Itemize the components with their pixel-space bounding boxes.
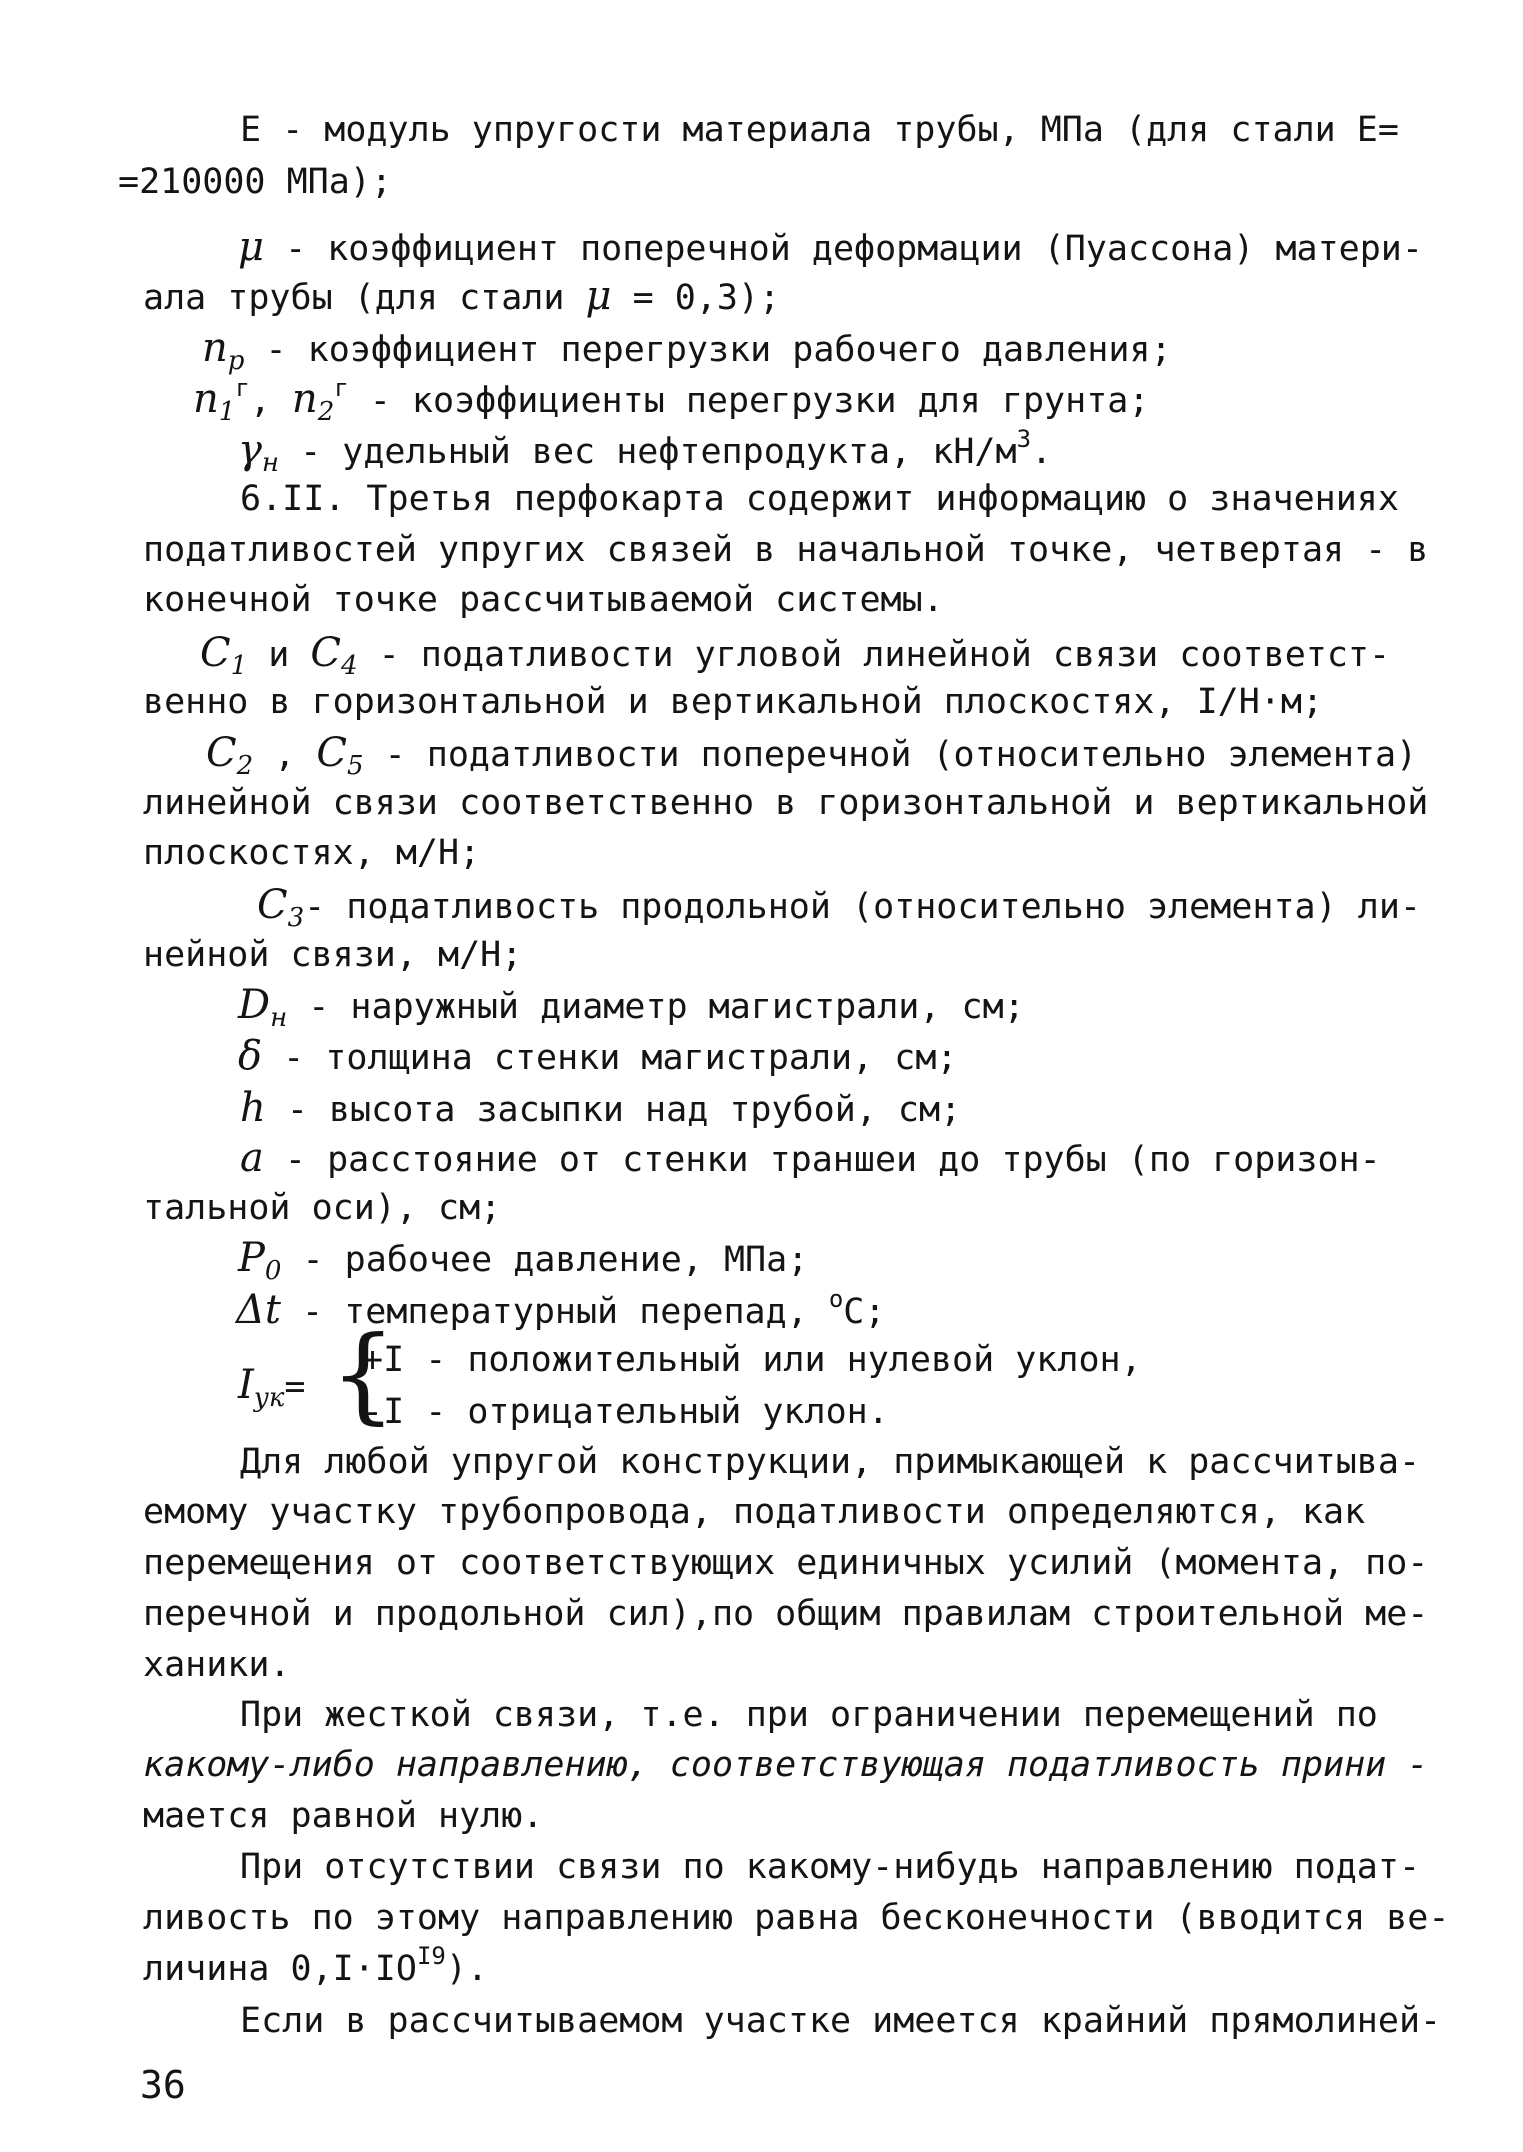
definition-text: - рабочее давление, МПа; [281,1240,809,1280]
c3-symbol: C [257,882,288,928]
mu-symbol: μ [585,273,612,319]
subscript: 2 [317,397,335,427]
definition-text: - температурный перепад, [280,1292,829,1332]
definition-text: и [247,635,311,675]
curly-brace: { [330,1313,397,1435]
c5-symbol: C [316,730,347,776]
subscript: н [261,448,280,478]
definition-text: личина 0,I·IO [143,1949,417,1989]
subscript: 3 [287,903,305,933]
text-line [240,1133,1381,1183]
definition-text: - наружный диаметр магистрали, см; [287,987,1025,1027]
definition-text: = 0,3); [611,278,781,318]
definition-text: - податливости поперечной (относительно элемента) [363,735,1418,775]
separator: , [249,381,292,421]
text-line [238,425,1053,478]
text-line: тальной оси), см; [143,1188,502,1228]
superscript: I9 [416,1942,446,1970]
text-line: ливость по этому направлению равна бесконечности (вводится ве- [143,1898,1450,1938]
subscript: 1 [230,651,248,681]
text-line: венно в горизонтальной и вертикальной плоскостях, I/Н·м; [143,682,1324,722]
h-symbol: h [240,1085,266,1131]
definition-text: ала трубы (для стали [143,278,586,318]
definition-text: - коэффициенты перегрузки для грунта; [348,381,1150,421]
definition-text: - высота засыпки над трубой, см; [265,1090,962,1130]
text-line: перечной и продольной сил),по общим правилам строительной ме- [143,1594,1429,1634]
separator: , [253,735,317,775]
text-line [206,728,1418,781]
superscript: г [235,374,250,402]
definition-text: - коэффициент перегрузки рабочего давления; [244,330,1172,370]
text-line: Если в рассчитываемом участке имеется крайний прямолиней- [240,2001,1442,2041]
definition-text: ). [445,1949,488,1989]
n1-symbol: n [193,376,219,422]
superscript: о [828,1285,844,1313]
a-symbol: a [240,1135,264,1181]
definition-text: . [1031,432,1053,472]
text-line: ханики. [143,1645,291,1685]
text-line: При отсутствии связи по какому-нибудь направлению подат- [240,1847,1421,1887]
text-line: емому участку трубопровода, податливости определяются, как [143,1492,1366,1532]
text-line: линейной связи соответственно в горизонтальной и вертикальной [143,783,1429,823]
definition-text: - податливости угловой линейной связи соответст- [357,635,1391,675]
c2-symbol: C [206,730,237,776]
definition-text: - податливость продольной (относительно элемента) ли- [304,887,1421,927]
subscript: н [270,1003,288,1033]
d-n-symbol: D [238,982,271,1028]
text-line [200,628,1391,681]
text-line [238,1031,957,1081]
definition-text: - удельный вес нефтепродукта, кН/м [279,432,1017,472]
text-line: нейной связи, м/Н; [143,935,523,975]
superscript: 3 [1016,425,1032,453]
delta-symbol: δ [238,1033,263,1079]
iuk-symbol-group [238,1360,306,1413]
text-line [143,271,780,321]
text-line: податливостей упругих связей в начальной точке, четвертая - в [143,530,1429,570]
subscript: 4 [340,651,358,681]
c1-symbol: C [200,630,231,676]
subscript: 1 [218,397,236,427]
text-line [238,222,1423,272]
text-line [240,1083,961,1133]
subscript: p [227,346,245,376]
text-line: конечной точке рассчитываемой системы. [143,580,944,620]
text-line: мается равной нулю. [143,1796,544,1836]
n2-symbol: n [291,376,318,422]
text-line: При жесткой связи, т.е. при ограничении перемещений по [240,1695,1378,1735]
text-line: какому-либо направлению, соответствующая податливость прини - [143,1745,1429,1785]
gamma-symbol: γ [238,427,262,473]
n-p-symbol: n [202,325,228,371]
subscript: 0 [264,1256,282,1286]
mu-symbol: μ [238,224,264,270]
page-number: 36 [140,2063,186,2107]
text-line: Для любой упругой конструкции, примыкающей к рассчитыва- [240,1442,1421,1482]
definition-text: - расстояние от стенки траншеи до трубы (по горизон- [263,1140,1381,1180]
subscript: ук [253,1383,285,1413]
text-line: плоскостях, м/Н; [143,833,481,873]
equals-sign: = [284,1367,306,1407]
iuk-symbol: I [238,1362,254,1408]
text-line: -I - отрицательный уклон. [362,1392,889,1432]
text-line [202,323,1172,376]
text-line [238,1233,809,1286]
superscript: г [334,374,349,402]
delta-t-symbol: Δt [236,1287,281,1333]
text-line: 6.II. Третья перфокарта содержит информацию о значениях [240,479,1399,519]
text-line: +I - положительный или нулевой уклон, [362,1340,1142,1380]
c4-symbol: C [310,630,341,676]
text-line: перемещения от соответствующих единичных усилий (момента, по- [143,1543,1429,1583]
text-line [193,374,1150,427]
text-line [143,1944,488,1994]
p0-symbol: P [238,1235,265,1281]
definition-text: С; [843,1292,886,1332]
text-line: =210000 МПа); [118,162,392,202]
text-line [238,980,1025,1033]
subscript: 5 [346,751,364,781]
text-line: Е - модуль упругости материала трубы, МПа (для стали Е= [240,110,1399,150]
definition-text: - толщина стенки магистрали, см; [262,1038,958,1078]
definition-text: - коэффициент поперечной деформации (Пуассона) матери- [264,229,1423,269]
subscript: 2 [236,751,254,781]
text-line [257,880,1421,933]
